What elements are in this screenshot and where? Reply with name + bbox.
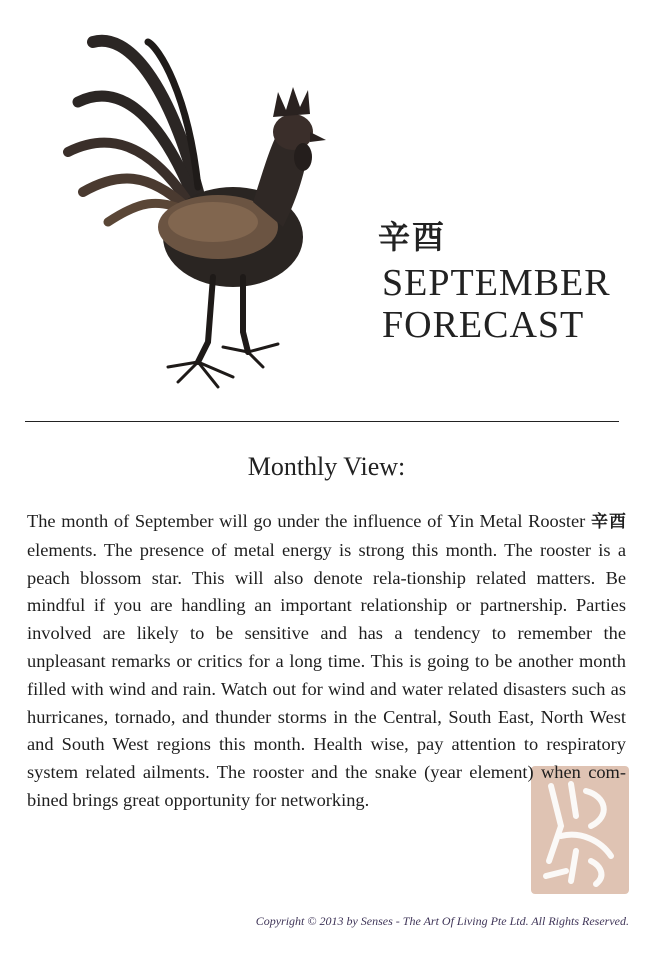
title-line-september: SEPTEMBER: [382, 262, 611, 304]
monthly-view-paragraph: [27, 508, 626, 815]
rooster-sculpture-image: [48, 22, 331, 398]
page-title: [382, 262, 611, 346]
chinese-glyph-title: 辛酉: [378, 218, 447, 256]
copyright-notice: Copyright © 2013 by Senses - The Art Of Living Pte Ltd. All Rights Reserved.: [255, 914, 629, 928]
paragraph-text-after-glyph: elements. The presence of metal energy is strong this month. The rooster is a peach blossom star. This will also denote rela-tionship related matters. Be mindful if you are handling an important relationship or partnership. Parties involved are likely to be sensitive and has a tendency to remember the unpleasant remarks or critics for a long time. This is going to be another month filled with wind and rain. Watch out for wind and water related disasters such as hurricanes, tornado, and thunder storms in the Central, South East, North West and South West regions this month. Health wise, pay attention to respiratory system related ailments. The rooster and the snake (year element) when com-bined brings great opportunity for networking.: [27, 539, 626, 810]
divider-rule: [25, 421, 619, 422]
paragraph-text-before-glyph: The month of September will go under the influence of Yin Metal Rooster: [27, 511, 591, 531]
inline-chinese-glyph: 辛酉: [590, 512, 626, 532]
title-line-forecast: FORECAST: [382, 304, 585, 346]
section-heading: Monthly View:: [247, 452, 406, 481]
